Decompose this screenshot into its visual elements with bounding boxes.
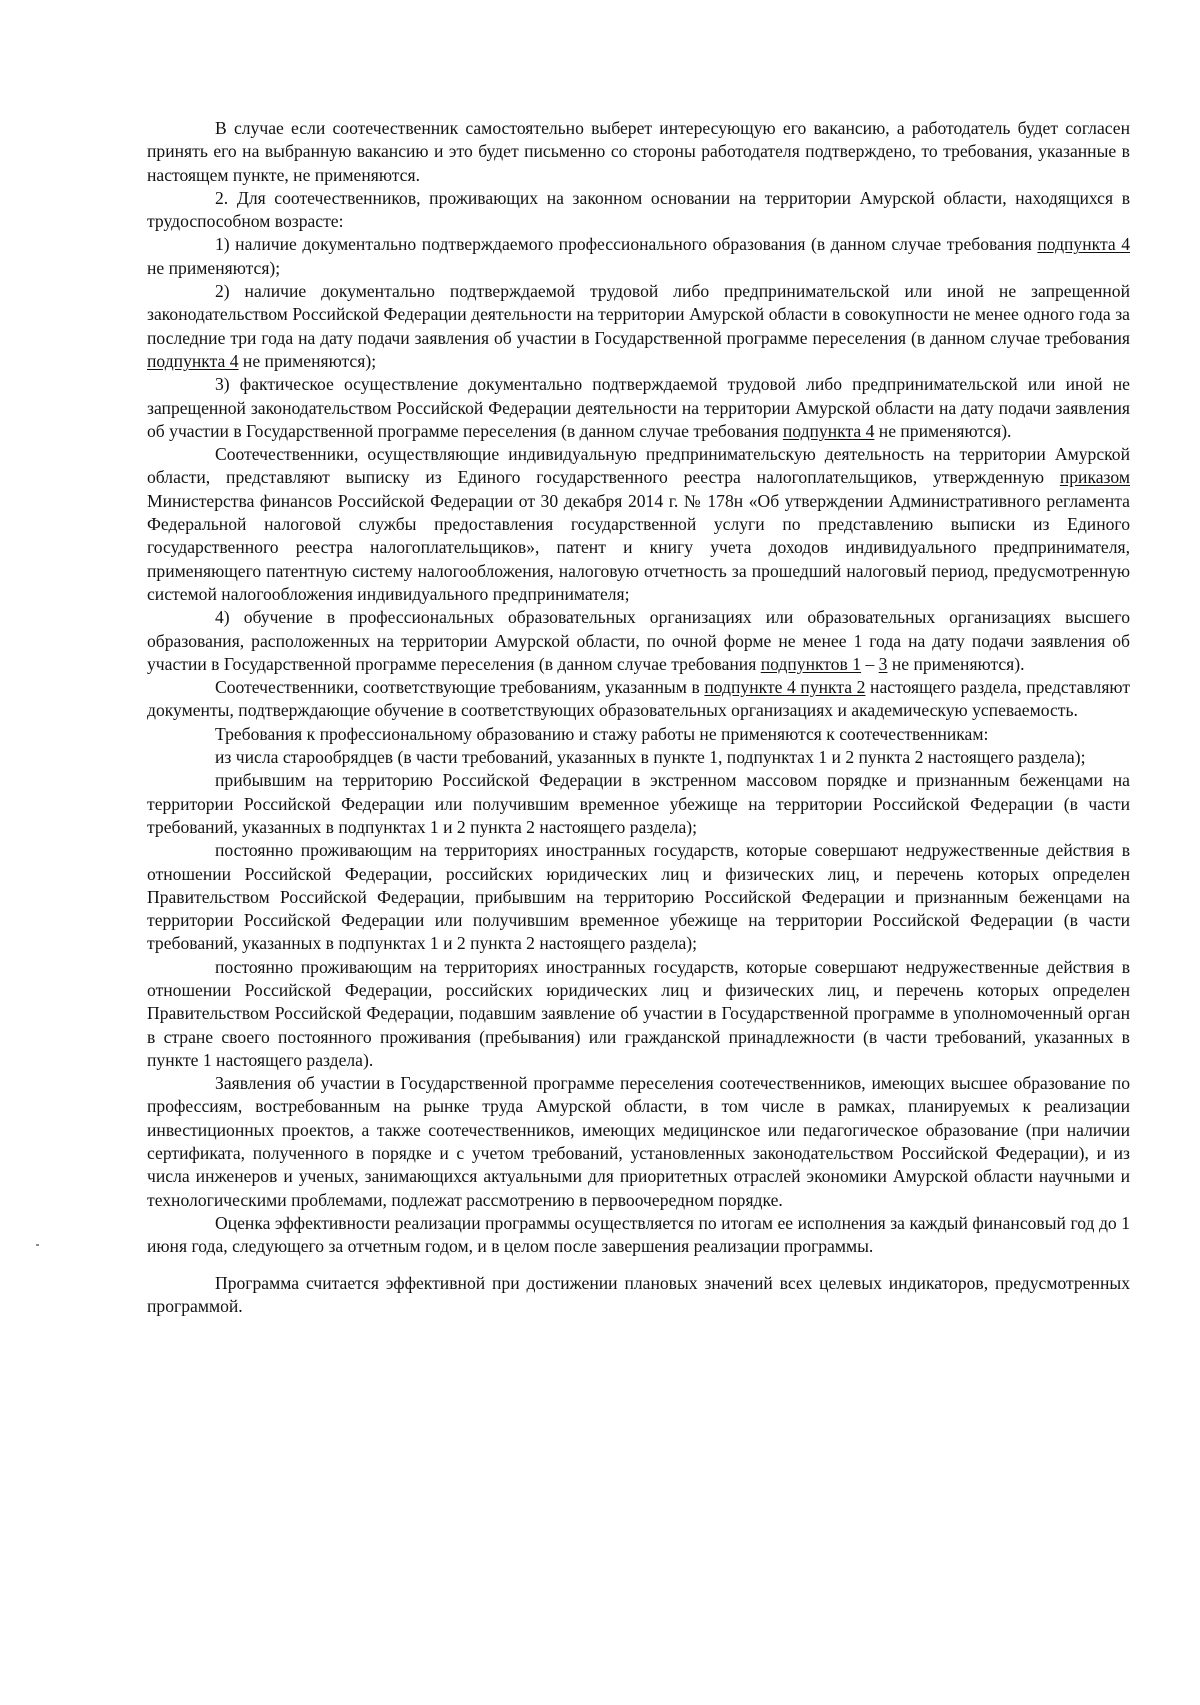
paragraph-text: не применяются);: [147, 257, 281, 278]
paragraph-text: не применяются).: [887, 653, 1025, 674]
paragraph-unfriendly-states-refugees: [147, 839, 1130, 955]
link-subitem-4[interactable]: подпункта 4: [782, 420, 875, 441]
link-subitem-3[interactable]: 3: [878, 653, 888, 674]
paragraph-refugees: [147, 769, 1130, 839]
paragraph-text: В случае если соотечественник самостоятельно выберет интересующую его вакансию, а работодатель будет согласен принять его на выбранную вакансию и это будет письменно со стороны работодателя подтверждено, то требования, указанные в настоящем пункте, не применяются.: [147, 118, 1130, 185]
paragraph-text: Требования к профессиональному образованию и стажу работы не применяются к соотечественникам:: [215, 723, 989, 744]
paragraph-efficiency-criteria: [147, 1272, 1130, 1319]
paragraph-text: не применяются);: [238, 350, 377, 371]
paragraph-text: Заявления об участии в Государственной программе переселения соотечественников, имеющих высшее образование по профессиям, востребованным на рынке труда Амурской области, в том числе в рамках, планируемых к реализации инвестиционных проектов, а также соотечественников, имеющих медицинское или педагогическое образование (при наличии сертификата, полученного в порядке и с учетом требований, установленных законодательством Российской Федерации), и из числа инженеров и ученых, занимающихся актуальными для приоритетных отраслей экономики Амурской области научными и технологическими проблемами, подлежат рассмотрению в первоочередном порядке.: [147, 1073, 1130, 1210]
link-subitem-4[interactable]: подпункта 4: [1037, 234, 1130, 255]
paragraph-requirements-exemption: [147, 723, 1130, 746]
paragraph-entrepreneurs: [147, 443, 1130, 606]
paragraph-text: Оценка эффективности реализации программы осуществляется по итогам ее исполнения за каждый финансовый год до 1 июня года, следующего за отчетным годом, и в целом после завершения реализации программы.: [147, 1212, 1130, 1257]
paragraph-subitem-3: [147, 373, 1130, 443]
link-order[interactable]: приказом: [1059, 467, 1130, 488]
paragraph-employer-consent: [147, 117, 1130, 187]
paragraph-students: [147, 676, 1130, 723]
paragraph-text: Министерства финансов Российской Федерации от 30 декабря 2014 г. № 178н «Об утверждении Административного регламента Федеральной налоговой службы предоставления государственной услуги по представлению выписки из Единого государственного реестра налогоплательщиков», патент и книгу учета доходов индивидуального предпринимателя, применяющего патентную систему налогообложения, налоговую отчетность за прошедший налоговый период, предусмотренную системой налогообложения индивидуального предпринимателя;: [147, 490, 1130, 604]
paragraph-priority-consideration: [147, 1072, 1130, 1212]
link-subitem-4-item-2[interactable]: подпункте 4 пункта 2: [704, 677, 866, 698]
paragraph-text: 2) наличие документально подтверждаемой трудовой либо предпринимательской или иной не запрещенной законодательством Российской Федерации деятельности на территории Амурской области в совокупности не менее одного года за последние три года на дату подачи заявления об участии в Государственной программе переселения (в данном случае требования: [147, 281, 1130, 348]
paragraph-item-2: [147, 187, 1130, 234]
paragraph-subitem-4: [147, 606, 1130, 676]
paragraph-text: 4) обучение в профессиональных образовательных организациях или образовательных организациях высшего образования, расположенных на территории Амурской области, по очной форме не менее 1 года на дату подачи заявления об участии в Государственной программе переселения (в данном случае требования: [147, 607, 1130, 674]
paragraph-text: 1) наличие документально подтверждаемого профессионального образования (в данном случае требования: [215, 234, 1038, 255]
paragraph-text: постоянно проживающим на территориях иностранных государств, которые совершают недружественные действия в отношении Российской Федерации, российских юридических лиц и физических лиц, и перечень которых определен Правительством Российской Федерации, прибывшим на территорию Российской Федерации и признанным беженцами на территории Российской Федерации или получившим временное убежище на территории Российской Федерации (в части требований, указанных в подпунктах 1 и 2 пункта 2 настоящего раздела);: [147, 840, 1130, 954]
paragraph-text: –: [861, 653, 879, 674]
paragraph-subitem-2: [147, 280, 1130, 373]
paragraph-text: не применяются).: [874, 420, 1012, 441]
paragraph-subitem-1: [147, 233, 1130, 280]
scan-margin-mark: [36, 1244, 39, 1246]
paragraph-text: Программа считается эффективной при достижении плановых значений всех целевых индикаторов, предусмотренных программой.: [147, 1272, 1130, 1316]
paragraph-text: Соотечественники, соответствующие требованиям, указанным в: [215, 677, 705, 698]
paragraph-text: Соотечественники, осуществляющие индивидуальную предпринимательскую деятельность на территории Амурской области, представляют выписку из Единого государственного реестра налогоплательщиков, утвержденную: [147, 444, 1130, 488]
paragraph-text: 3) фактическое осуществление документально подтверждаемой трудовой либо предпринимательской или иной не запрещенной законодательством Российской Федерации деятельности на территории Амурской области на дату подачи заявления об участии в Государственной программе переселения (в данном случае требования: [147, 374, 1130, 441]
paragraph-text: постоянно проживающим на территориях иностранных государств, которые совершают недружественные действия в отношении Российской Федерации, российских юридических лиц и физических лиц, и перечень которых определен Правительством Российской Федерации, подавшим заявление об участии в Государственной программе в уполномоченный орган в стране своего постоянного проживания (пребывания) или гражданской принадлежности (в части требований, указанных в пункте 1 настоящего раздела).: [147, 956, 1130, 1070]
paragraph-text: настоящего раздела, представляют документы, подтверждающие обучение в соответствующих образовательных организациях и академическую успеваемость.: [147, 677, 1131, 721]
document-body: [147, 117, 1130, 1318]
paragraph-efficiency-evaluation: [147, 1212, 1130, 1259]
link-subitem-4[interactable]: подпункта 4: [147, 350, 239, 371]
paragraph-old-believers: [147, 746, 1130, 769]
link-subitems-1[interactable]: подпунктов 1: [760, 653, 862, 674]
paragraph-unfriendly-states-applicants: [147, 956, 1130, 1072]
paragraph-text: 2. Для соотечественников, проживающих на законном основании на территории Амурской области, находящихся в трудоспособном возрасте:: [147, 187, 1130, 232]
paragraph-text: из числа старообрядцев (в части требований, указанных в пункте 1, подпунктах 1 и 2 пункта 2 настоящего раздела);: [215, 747, 1086, 768]
paragraph-text: прибывшим на территорию Российской Федерации в экстренном массовом порядке и признанным беженцами на территории Российской Федерации или получившим временное убежище на территории Российской Федерации (в части требований, указанных в подпунктах 1 и 2 пункта 2 настоящего раздела);: [147, 770, 1130, 837]
